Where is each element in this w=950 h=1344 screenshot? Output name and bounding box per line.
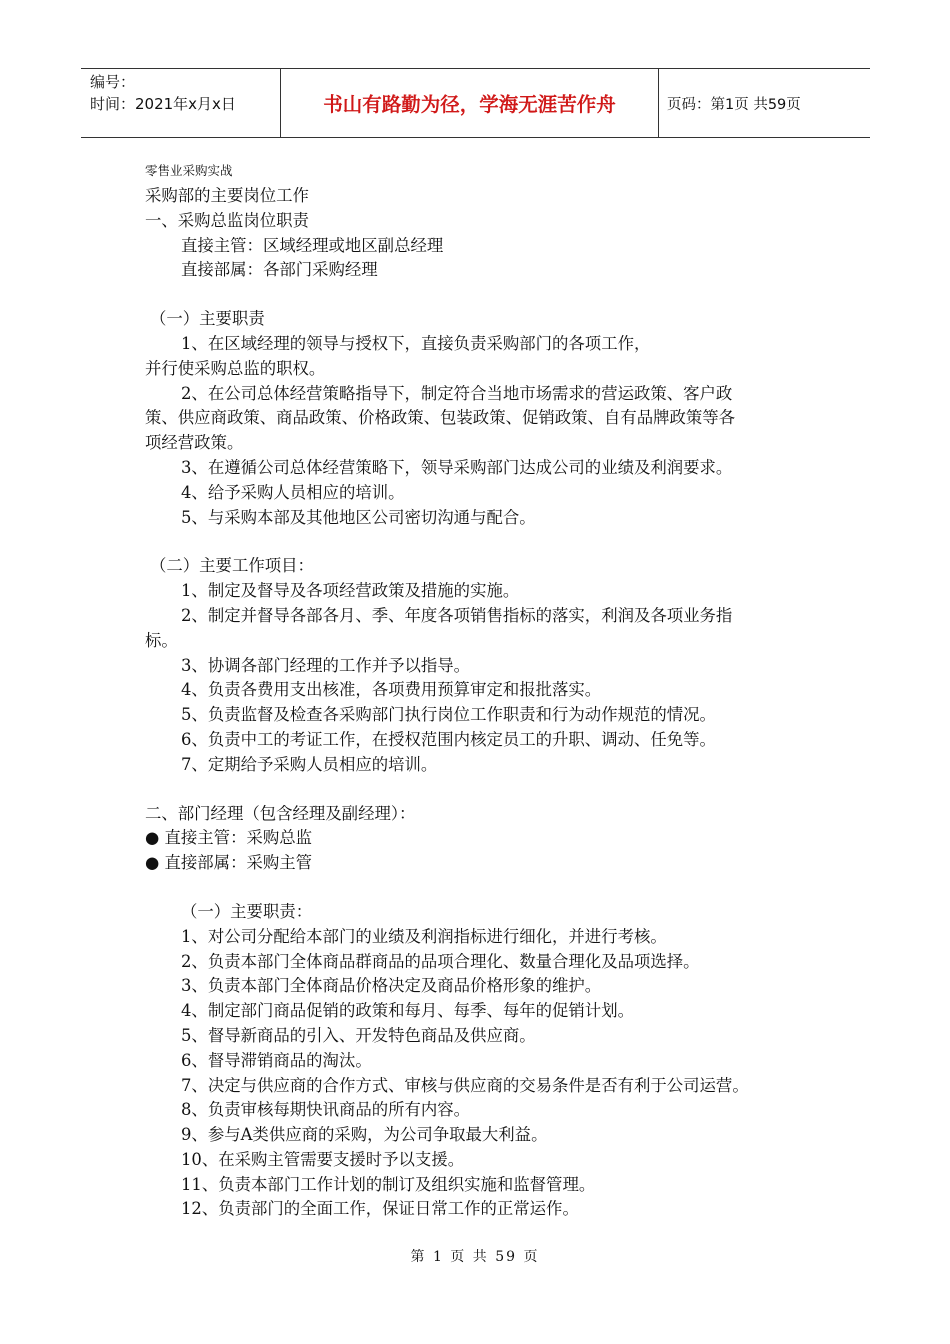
paragraph-line: 6、负责中工的考证工作，在授权范围内核定员工的升职、调动、任免等。: [181, 729, 716, 749]
paragraph-line: 7、决定与供应商的合作方式、审核与供应商的交易条件是否有利于公司运营。: [181, 1075, 749, 1095]
paragraph-line: 3、协调各部门经理的工作并予以指导。: [181, 655, 471, 675]
header-page-label: 页码：第1页 共59页: [667, 96, 801, 113]
paragraph-line: 2、制定并督导各部各月、季、年度各项销售指标的落实，利润及各项业务指: [181, 605, 733, 625]
paragraph-line: 3、在遵循公司总体经营策略下，领导采购部门达成公司的业绩及利润要求。: [181, 457, 733, 477]
paragraph-line: （二）主要工作项目：: [150, 556, 314, 576]
paragraph-line: 策、供应商政策、商品政策、价格政策、包装政策、促销政策、自有品牌政策等各: [145, 408, 736, 428]
paragraph-line: 并行使采购总监的职权。: [145, 358, 326, 378]
paragraph-line: （一）主要职责: [150, 309, 265, 329]
paragraph-line: （一）主要职责：: [181, 901, 313, 921]
paragraph-line: 直接部属：各部门采购经理: [181, 260, 378, 280]
document-body: [145, 158, 810, 1222]
paragraph-line: 9、参与A类供应商的采购，为公司争取最大利益。: [181, 1125, 548, 1145]
paragraph-line: 4、制定部门商品促销的政策和每月、每季、每年的促销计划。: [181, 1001, 634, 1021]
document-header: [81, 68, 870, 138]
paragraph-line: 2、负责本部门全体商品群商品的品项合理化、数量合理化及品项选择。: [181, 951, 700, 971]
paragraph-line: 5、与采购本部及其他地区公司密切沟通与配合。: [181, 507, 536, 527]
paragraph-line: 标。: [145, 630, 178, 650]
time-label: 时间：2021年x月x日: [90, 95, 236, 113]
paragraph-line: 5、负责监督及检查各采购部门执行岗位工作职责和行为动作规范的情况。: [181, 705, 716, 725]
blank-line: [145, 283, 810, 307]
serial-label: 编号：: [90, 73, 136, 91]
paragraph-line: 1、在区域经理的领导与授权下，直接负责采购部门的各项工作，: [181, 333, 651, 353]
paragraph-line: 2、在公司总体经营策略指导下，制定符合当地市场需求的营运政策、客户政: [181, 383, 733, 403]
paragraph-line: 项经营政策。: [145, 433, 244, 453]
paragraph-line: 12、负责部门的全面工作，保证日常工作的正常运作。: [181, 1199, 579, 1219]
paragraph-line: 二、部门经理（包含经理及副经理）：: [145, 803, 416, 823]
paragraph-line: 4、负责各费用支出核准，各项费用预算审定和报批落实。: [181, 680, 602, 700]
paragraph-line: 5、督导新商品的引入、开发特色商品及供应商。: [181, 1025, 536, 1045]
paragraph-line: 采购部的主要岗位工作: [145, 186, 309, 205]
paragraph-line: 6、督导滞销商品的淘汰。: [181, 1050, 372, 1070]
paragraph-line: 7、定期给予采购人员相应的培训。: [181, 754, 438, 774]
paragraph-line: 一、采购总监岗位职责: [145, 210, 309, 230]
paragraph-line: 1、制定及督导及各项经营政策及措施的实施。: [181, 581, 520, 601]
paragraph-line: 1、对公司分配给本部门的业绩及利润指标进行细化，并进行考核。: [181, 926, 667, 946]
blank-line: [145, 530, 810, 554]
paragraph-line: ● 直接主管：采购总监: [145, 828, 313, 848]
blank-line: [145, 778, 810, 802]
header-meta-cell: [81, 69, 281, 137]
paragraph-line: 4、给予采购人员相应的培训。: [181, 482, 405, 502]
paragraph-line: 3、负责本部门全体商品价格决定及商品价格形象的维护。: [181, 976, 602, 996]
paragraph-line: 直接主管：区域经理或地区副总经理: [181, 235, 444, 255]
paragraph-line: 11、负责本部门工作计划的制订及组织实施和监督管理。: [181, 1174, 596, 1194]
page-footer: 第 1 页 共 59 页: [410, 1249, 540, 1265]
paragraph-line: 10、在采购主管需要支援时予以支援。: [181, 1149, 465, 1169]
paragraph-line: 零售业采购实战: [145, 163, 233, 178]
paragraph-line: 8、负责审核每期快讯商品的所有内容。: [181, 1100, 471, 1120]
blank-line: [145, 876, 810, 900]
paragraph-line: ● 直接部属：采购主管: [145, 853, 313, 873]
header-motto: 书山有路勤为径，学海无涯苦作舟: [281, 69, 659, 137]
